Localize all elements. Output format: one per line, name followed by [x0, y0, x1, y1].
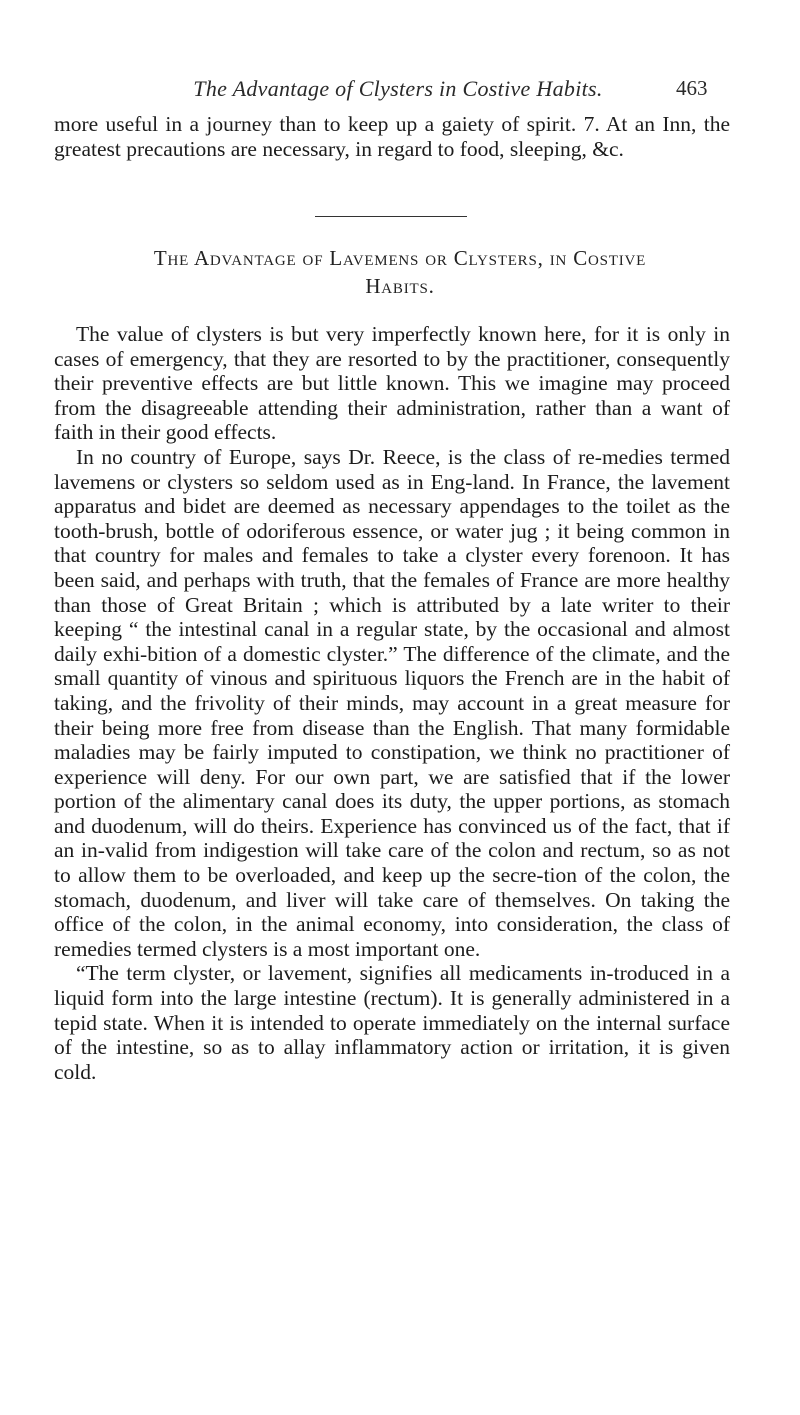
- body-text: [54, 322, 730, 1084]
- intro-paragraph: [54, 112, 730, 161]
- section-heading-line-1: The Advantage of Lavemens or Clysters, in Costive: [153, 246, 647, 270]
- running-title: The Advantage of Clysters in Costive Habits.: [193, 76, 603, 101]
- section-heading-line-2: Habits.: [365, 274, 435, 298]
- section-heading: [80, 244, 720, 300]
- running-head: [0, 76, 800, 108]
- paragraph-3: “The term clyster, or lavement, signifies all medicaments in-troduced in a liquid form into the large intestine (rectum). It is generally administered in a tepid state. When it is intended to operate immediately on the internal surface of the intestine, so as to allay inflammatory action or irritation, it is given cold.: [54, 961, 730, 1084]
- section-divider: [315, 216, 467, 217]
- intro-text: more useful in a journey than to keep up a gaiety of spirit. 7. At an Inn, the greatest precautions are necessary, in regard to food, sleeping, &c.: [54, 112, 730, 161]
- paragraph-2: In no country of Europe, says Dr. Reece, is the class of re-medies termed lavemens or clysters so seldom used as in Eng-land. In France, the lavement apparatus and bidet are deemed as necessary appendages to the toilet as the tooth-brush, bottle of odoriferous essence, or water jug ; it being common in that country for males and females to take a clyster every forenoon. It has been said, and perhaps with truth, that the females of France are more healthy than those of Great Britain ; which is attributed by a late writer to their keeping “ the intestinal canal in a regular state, by the occasional and almost daily exhi-bition of a domestic clyster.” The difference of the climate, and the small quantity of vinous and spirituous liquors the French are in the habit of taking, and the frivolity of their minds, may account in a great measure for their being more free from disease than the English. That many formidable maladies may be fairly imputed to constipation, we think no practitioner of experience will deny. For our own part, we are satisfied that if the lower portion of the alimentary canal does its duty, the upper portions, as stomach and duodenum, will do theirs. Experience has convinced us of the fact, that if an in-valid from indigestion will take care of the colon and rectum, so as not to allow them to be overloaded, and keep up the secre-tion of the colon, the stomach, duodenum, and liver will take care of themselves. On taking the office of the colon, in the animal economy, into consideration, the class of remedies termed clysters is a most important one.: [54, 444, 730, 961]
- page-number: 463: [676, 76, 708, 100]
- paragraph-1: The value of clysters is but very imperfectly known here, for it is only in cases of emergency, that they are resorted to by the practitioner, consequently their preventive effects are but little known. This we imagine may proceed from the disagreeable attending their administration, rather than a want of faith in their good effects.: [54, 322, 730, 445]
